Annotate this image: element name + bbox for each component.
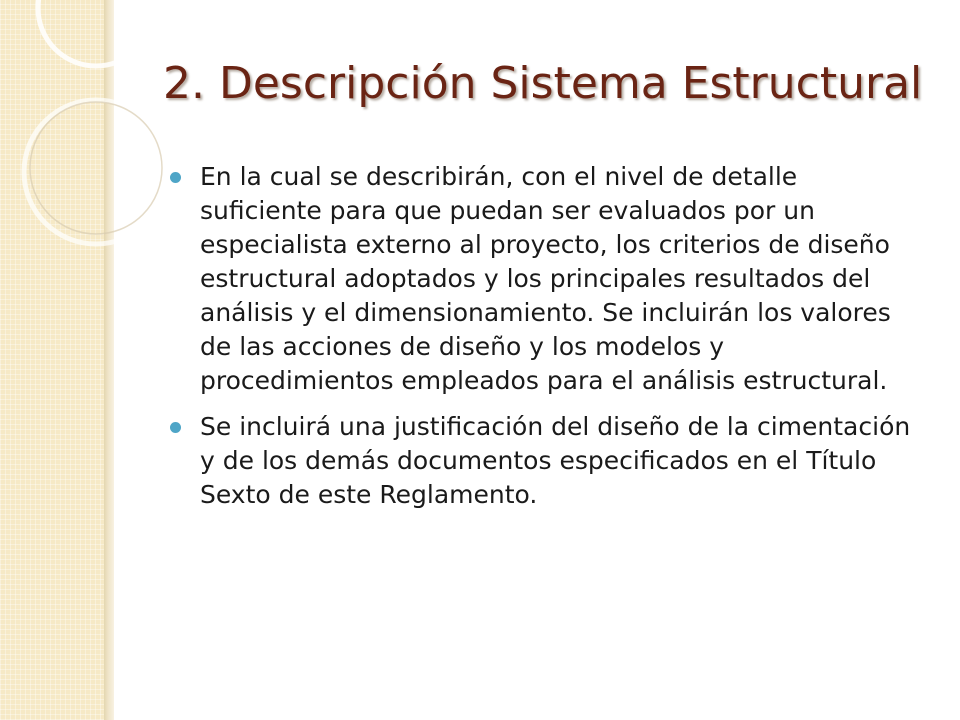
list-item	[168, 160, 918, 398]
bullet-list	[168, 160, 918, 524]
list-item	[168, 410, 918, 512]
bullet-text: Se incluirá una justificación del diseño de la cimentación y de los demás documentos especificados en el Título Sexto de este Reglamento.	[200, 412, 911, 509]
bullet-text: En la cual se describirán, con el nivel de detalle suficiente para que puedan ser evaluados por un especialista externo al proyecto, los criterios de diseño estructural adoptados y los principales resultados del análisis y el dimensionamiento. Se incluirán los valores de las acciones de diseño y los modelos y procedimientos empleados para el análisis estructural.	[200, 162, 891, 395]
slide-title: 2. Descripción Sistema Estructural	[163, 58, 923, 109]
bullet-dot-icon	[170, 422, 181, 433]
bullet-dot-icon	[170, 172, 181, 183]
